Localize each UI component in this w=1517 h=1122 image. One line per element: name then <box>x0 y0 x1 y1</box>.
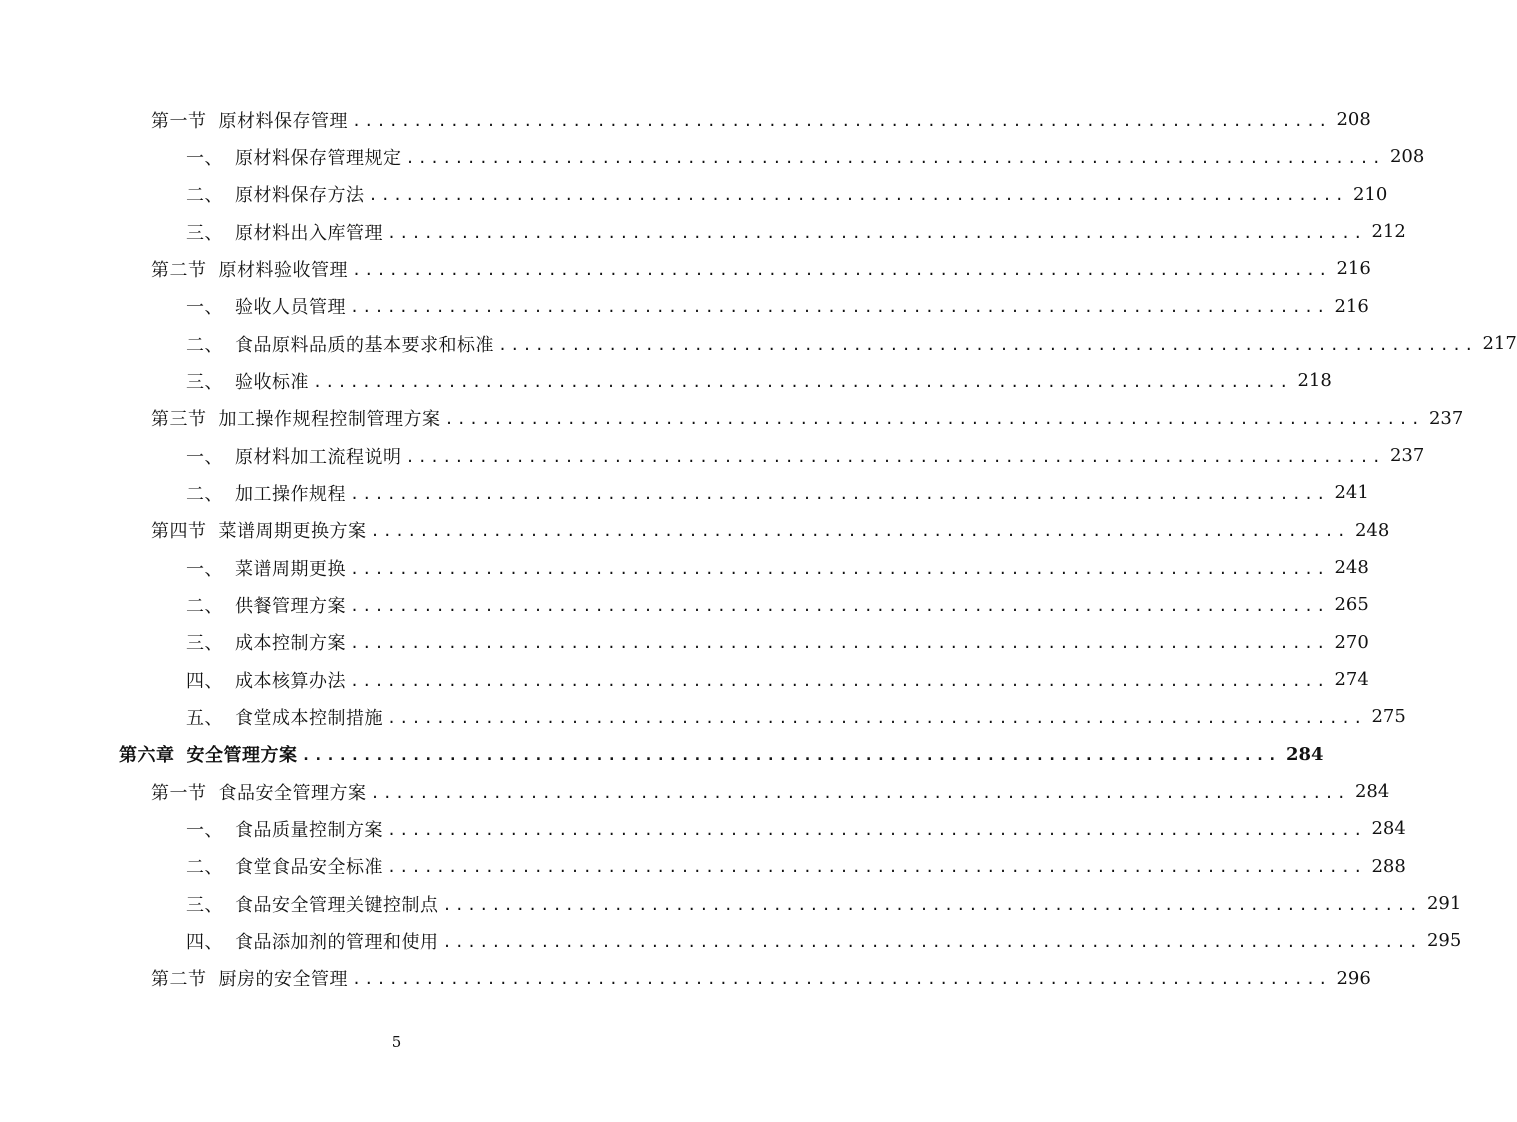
toc-entry-title: 成本核算办法 <box>235 670 346 692</box>
toc-entry-page: 288 <box>1371 855 1406 877</box>
toc-leader-dots: ................................................................................ <box>498 335 1477 354</box>
toc-leader-dots: ................................................................................ <box>350 484 1329 503</box>
toc-entry-number: 第二节 <box>151 969 207 991</box>
toc-entry-number: 第六章 <box>119 745 175 767</box>
toc-entry-item[interactable] <box>0 362 1332 399</box>
toc-entry-page: 270 <box>1334 631 1369 653</box>
toc-entry-section[interactable] <box>0 960 1371 997</box>
toc-entry-number: 三、 <box>186 633 223 655</box>
toc-entry-item[interactable] <box>0 213 1406 250</box>
toc-entry-number: 四、 <box>186 670 223 692</box>
toc-entry-page: 237 <box>1428 407 1464 429</box>
toc-leader-dots: ................................................................................ <box>442 895 1421 914</box>
toc-entry-item[interactable] <box>0 474 1369 511</box>
toc-entry-number: 二、 <box>186 595 223 617</box>
toc-entry-page: 284 <box>1285 743 1324 765</box>
toc-entry-number: 三、 <box>186 371 223 393</box>
toc-leader-dots: ................................................................................ <box>387 708 1366 727</box>
toc-entry-page: 265 <box>1334 594 1369 616</box>
toc-entry-page: 291 <box>1426 893 1462 915</box>
toc-leader-dots: ................................................................................ <box>350 298 1329 317</box>
toc-leader-dots: ................................................................................ <box>352 260 1331 279</box>
toc-entry-number: 二、 <box>186 483 223 505</box>
toc-entry-title: 原材料保存管理 <box>218 110 348 132</box>
toc-leader-dots: ................................................................................ <box>352 970 1331 989</box>
toc-entry-title: 验收人员管理 <box>235 297 346 319</box>
toc-entry-label <box>186 816 383 842</box>
toc-entry-title: 食品安全管理方案 <box>218 782 367 804</box>
toc-entry-title: 供餐管理方案 <box>235 595 346 617</box>
toc-entry-number: 第三节 <box>151 409 207 431</box>
toc-leader-dots: ................................................................................ <box>301 746 1280 765</box>
toc-entry-title: 安全管理方案 <box>186 745 298 767</box>
toc-entry-label <box>186 555 346 581</box>
toc-entry-item[interactable] <box>0 922 1462 959</box>
table-of-contents <box>0 101 1517 997</box>
toc-entry-label <box>186 219 383 245</box>
toc-entry-label <box>186 480 346 506</box>
toc-entry-title: 菜谱周期更换 <box>235 558 346 580</box>
toc-entry-label <box>151 405 441 431</box>
toc-entry-label <box>186 629 346 655</box>
toc-entry-number: 三、 <box>186 894 223 916</box>
toc-entry-item[interactable] <box>0 549 1369 586</box>
toc-entry-label <box>186 704 383 730</box>
toc-entry-page: 212 <box>1371 221 1406 243</box>
toc-leader-dots: ................................................................................ <box>368 186 1347 205</box>
toc-entry-page: 216 <box>1336 258 1371 280</box>
toc-entry-item[interactable] <box>0 138 1425 175</box>
toc-leader-dots: ................................................................................ <box>442 932 1421 951</box>
toc-entry-page: 237 <box>1389 445 1425 467</box>
toc-entry-label <box>151 256 348 282</box>
toc-entry-number: 二、 <box>186 334 223 356</box>
toc-entry-item[interactable] <box>0 885 1462 922</box>
toc-entry-page: 218 <box>1297 370 1332 392</box>
toc-leader-dots: ................................................................................ <box>370 522 1349 541</box>
toc-entry-title: 食品添加剂的管理和使用 <box>235 931 439 953</box>
toc-entry-number: 四、 <box>186 931 223 953</box>
toc-entry-number: 一、 <box>186 819 223 841</box>
toc-entry-number: 一、 <box>186 147 223 169</box>
toc-entry-section[interactable] <box>0 400 1464 437</box>
toc-entry-title: 厨房的安全管理 <box>218 969 348 991</box>
toc-entry-label <box>186 181 365 207</box>
toc-entry-label <box>151 965 348 991</box>
toc-entry-chapter[interactable] <box>0 736 1324 773</box>
toc-entry-number: 一、 <box>186 446 223 468</box>
toc-leader-dots: ................................................................................ <box>350 596 1329 615</box>
toc-entry-section[interactable] <box>0 773 1390 810</box>
toc-entry-label <box>186 144 402 170</box>
toc-leader-dots: ................................................................................ <box>387 858 1366 877</box>
toc-entry-page: 274 <box>1334 669 1369 691</box>
toc-entry-title: 原材料保存管理规定 <box>235 147 402 169</box>
toc-entry-title: 原材料验收管理 <box>218 259 348 281</box>
toc-entry-label <box>186 293 346 319</box>
toc-entry-label <box>186 891 439 917</box>
toc-entry-page: 284 <box>1371 818 1406 840</box>
toc-entry-item[interactable] <box>0 698 1406 735</box>
toc-entry-number: 三、 <box>186 222 223 244</box>
toc-entry-title: 菜谱周期更换方案 <box>218 521 367 543</box>
toc-entry-label <box>186 331 494 357</box>
toc-leader-dots: ................................................................................ <box>350 634 1329 653</box>
toc-entry-number: 二、 <box>186 857 223 879</box>
toc-leader-dots: ................................................................................ <box>370 783 1349 802</box>
toc-entry-label <box>186 368 309 394</box>
toc-entry-page: 241 <box>1334 482 1369 504</box>
toc-entry-number: 第一节 <box>151 782 207 804</box>
toc-entry-page: 248 <box>1334 557 1369 579</box>
toc-entry-page: 208 <box>1336 109 1371 131</box>
toc-entry-title: 食堂食品安全标准 <box>235 857 383 879</box>
toc-entry-item[interactable] <box>0 848 1406 885</box>
toc-leader-dots: ................................................................................ <box>313 372 1292 391</box>
toc-entry-page: 216 <box>1334 295 1369 317</box>
toc-leader-dots: ................................................................................ <box>352 111 1331 130</box>
toc-entry-section[interactable] <box>0 512 1390 549</box>
toc-entry-number: 一、 <box>186 558 223 580</box>
toc-entry-page: 295 <box>1426 930 1462 952</box>
toc-entry-label <box>186 667 346 693</box>
toc-entry-title: 成本控制方案 <box>235 633 346 655</box>
toc-entry-title: 加工操作规程控制管理方案 <box>218 409 441 431</box>
toc-entry-number: 一、 <box>186 297 223 319</box>
toc-entry-title: 原材料加工流程说明 <box>235 446 402 468</box>
toc-entry-page: 208 <box>1389 146 1425 168</box>
toc-entry-label <box>151 779 367 805</box>
toc-entry-item[interactable] <box>0 288 1369 325</box>
toc-entry-item[interactable] <box>0 624 1369 661</box>
toc-entry-item[interactable] <box>0 176 1388 213</box>
toc-entry-label <box>151 107 348 133</box>
toc-entry-label <box>186 592 346 618</box>
toc-entry-item[interactable] <box>0 661 1369 698</box>
toc-entry-item[interactable] <box>0 437 1425 474</box>
toc-entry-title: 原材料出入库管理 <box>235 222 383 244</box>
toc-entry-page: 275 <box>1371 706 1406 728</box>
toc-leader-dots: ................................................................................ <box>405 447 1384 466</box>
page-number: 5 <box>391 1033 402 1051</box>
toc-leader-dots: ................................................................................ <box>350 671 1329 690</box>
toc-entry-label <box>186 853 383 879</box>
toc-leader-dots: ................................................................................ <box>405 148 1384 167</box>
toc-entry-page: 296 <box>1336 967 1371 989</box>
toc-entry-title: 食品安全管理关键控制点 <box>235 894 439 916</box>
toc-entry-page: 217 <box>1482 333 1517 355</box>
toc-leader-dots: ................................................................................ <box>444 410 1423 429</box>
toc-entry-label <box>151 517 367 543</box>
toc-entry-number: 二、 <box>186 185 223 207</box>
toc-entry-page: 248 <box>1354 519 1390 541</box>
toc-entry-label <box>119 741 298 767</box>
toc-entry-title: 食堂成本控制措施 <box>235 707 383 729</box>
toc-entry-title: 食品质量控制方案 <box>235 819 383 841</box>
toc-entry-title: 食品原料品质的基本要求和标准 <box>235 334 494 356</box>
toc-entry-item[interactable] <box>0 586 1369 623</box>
toc-entry-page: 210 <box>1352 183 1388 205</box>
toc-leader-dots: ................................................................................ <box>387 223 1366 242</box>
toc-entry-section[interactable] <box>0 250 1371 287</box>
toc-entry-number: 第四节 <box>151 521 207 543</box>
toc-entry-number: 第二节 <box>151 259 207 281</box>
toc-entry-title: 加工操作规程 <box>235 483 346 505</box>
toc-entry-item[interactable] <box>0 325 1517 362</box>
toc-leader-dots: ................................................................................ <box>350 559 1329 578</box>
toc-entry-title: 原材料保存方法 <box>235 185 365 207</box>
toc-entry-number: 五、 <box>186 707 223 729</box>
toc-entry-label <box>186 928 439 954</box>
toc-entry-item[interactable] <box>0 810 1406 847</box>
toc-entry-page: 284 <box>1354 781 1390 803</box>
toc-entry-section[interactable] <box>0 101 1371 138</box>
toc-entry-title: 验收标准 <box>235 371 309 393</box>
toc-entry-label <box>186 443 402 469</box>
toc-leader-dots: ................................................................................ <box>387 820 1366 839</box>
toc-entry-number: 第一节 <box>151 110 207 132</box>
